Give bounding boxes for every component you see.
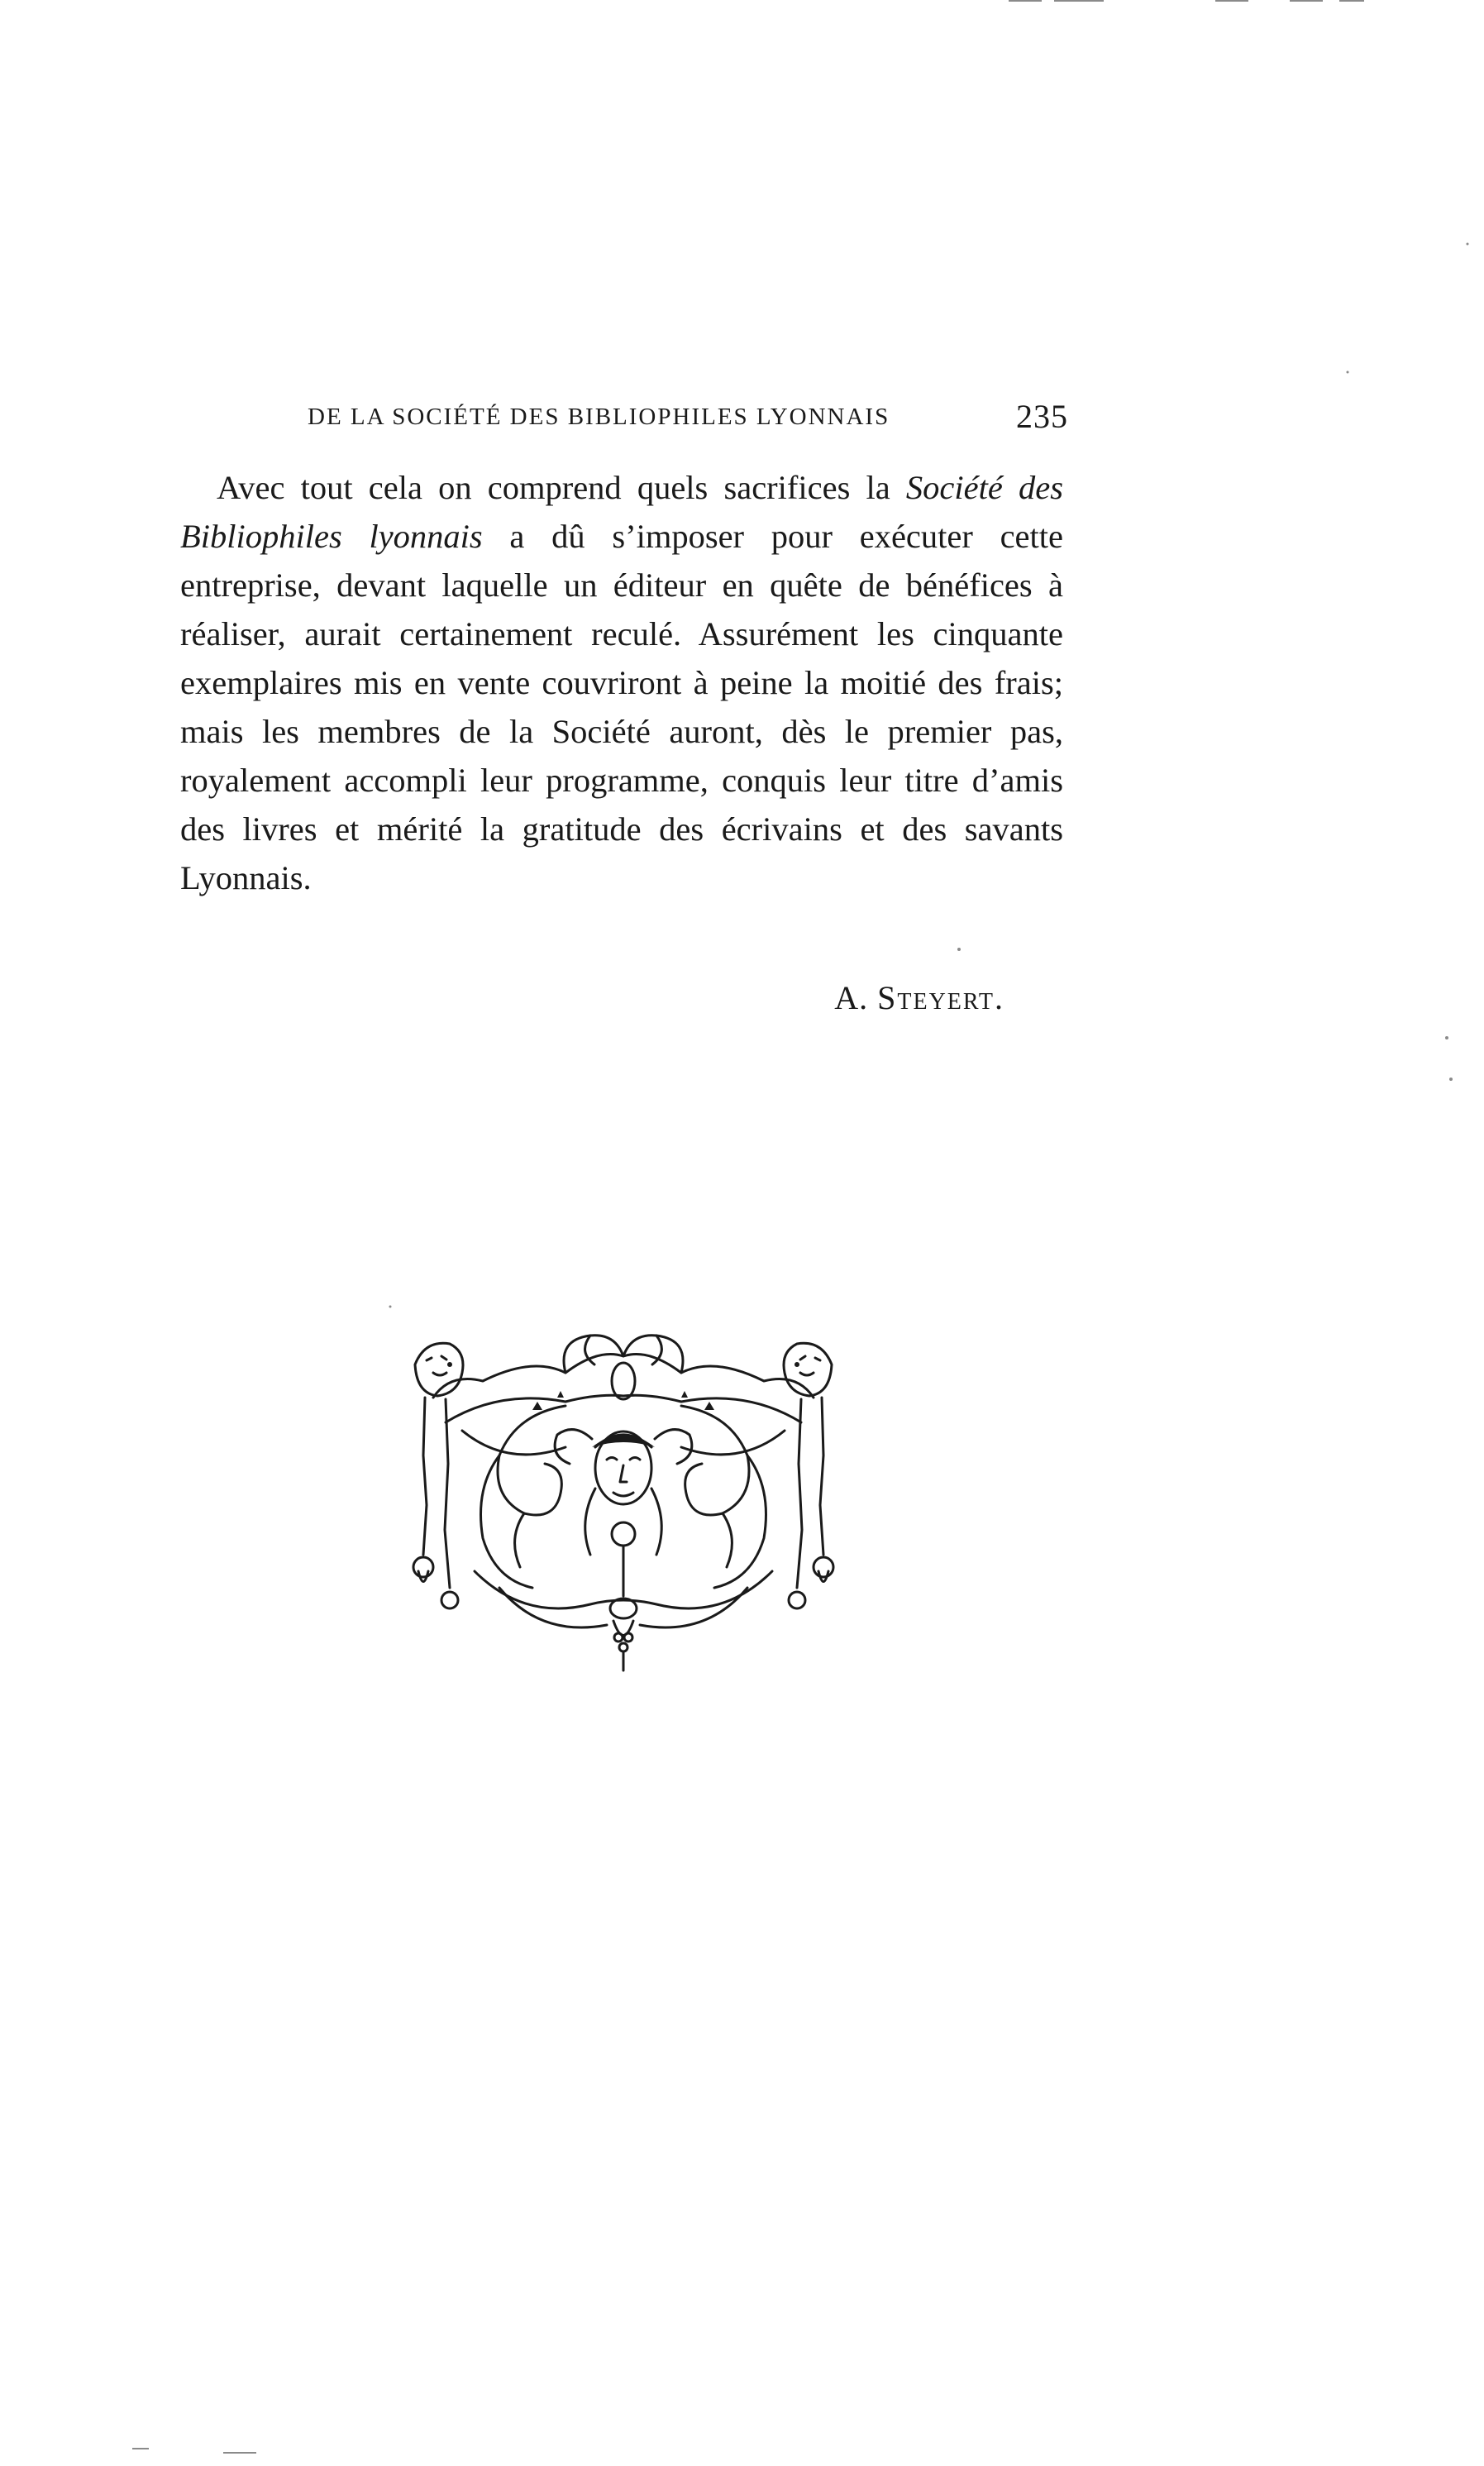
paragraph-rest: a dû s’imposer pour exécuter cette entreprise, devant laquelle un éditeur en quête de bénéfices à réaliser, aurait certainement reculé. Assurément les cinquante exemplaires mis en vente couvriront à peine la moitié des frais; mais les membres de la Société auront, dès le premier pas, royalement accompli leur programme, conquis leur titre d’amis des livres et mérité la gratitude des écrivains et des savants Lyonnais. xyxy=(180,518,1064,896)
running-head-title: DE LA SOCIÉTÉ DES BIBLIOPHILES LYONNAIS xyxy=(308,404,890,430)
paragraph xyxy=(180,463,1063,902)
page-number: 235 xyxy=(1016,398,1068,435)
engraved-ornament-icon xyxy=(400,1323,847,1679)
signature-name: Steyert. xyxy=(877,979,1004,1016)
body-paragraph xyxy=(180,463,1063,902)
society-name-italic: Société des Bibliophiles lyonnais xyxy=(180,469,1063,555)
running-head xyxy=(308,397,1068,438)
signature-initial: A. xyxy=(834,979,869,1016)
paragraph-lead: Avec tout cela on comprend quels sacrifices la xyxy=(217,469,906,506)
author-signature xyxy=(834,978,1004,1017)
